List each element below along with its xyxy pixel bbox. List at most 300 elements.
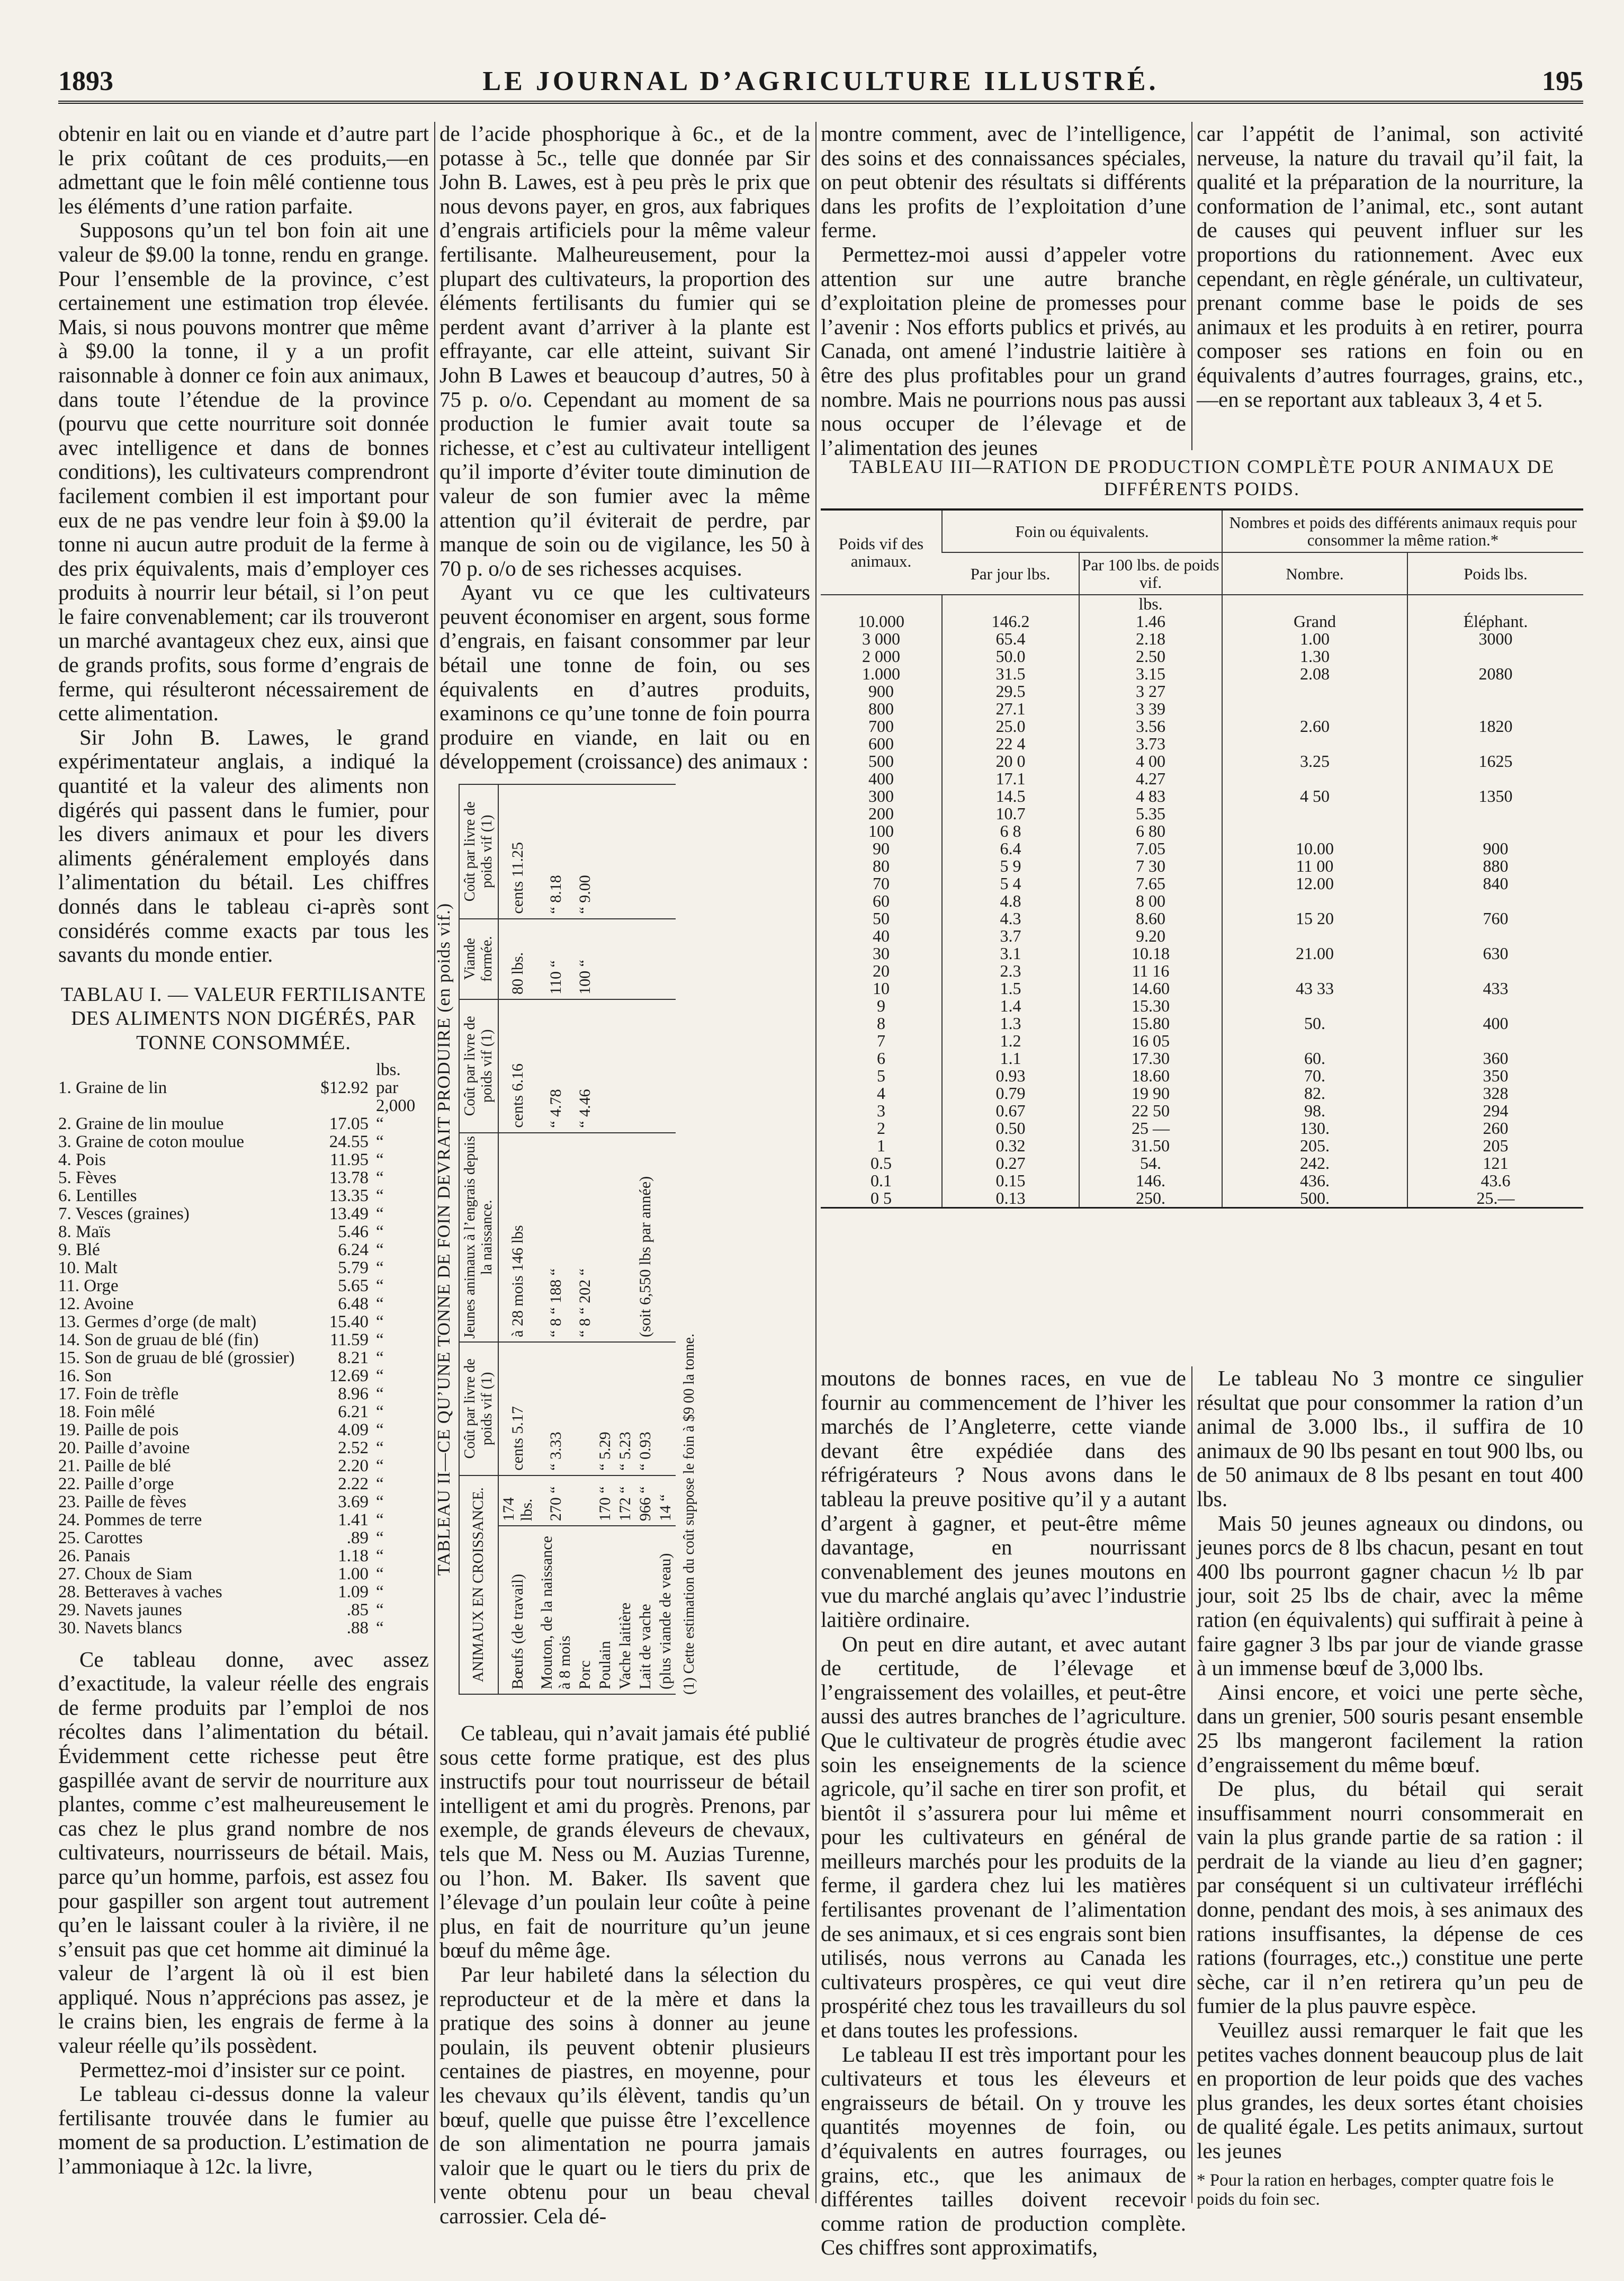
table-3-cell	[1407, 648, 1583, 665]
paragraph: Sir John B. Lawes, le grand expérimentateur anglais, a indiqué la quantité et la valeur des aliments non digérés qui passent dans le fumier, pour les divers animaux et pour les divers aliments généralement employés dans l’alimentation du bétail. Les chiffres donnés dans le tableau ci-après sont considérés comme exacts par tous les savants du monde entier.	[58, 724, 429, 967]
table-row	[821, 1015, 1583, 1032]
table-row	[58, 1565, 429, 1583]
table-2-cell: Vache laitière	[615, 1526, 635, 1694]
table-2-cell: cents 5.17	[498, 1342, 537, 1475]
footnote: * Pour la ration en herbages, compter quatre fois le poids du foin sec.	[1197, 2170, 1554, 2209]
table-2-cell: 110 “	[537, 919, 575, 999]
table-1-unit-cell: “	[376, 1384, 384, 1403]
table-3-cell: 700	[868, 717, 894, 736]
table-row	[58, 1421, 429, 1439]
table-3-cell: 2.18	[1079, 630, 1222, 648]
table-2-cell	[615, 919, 635, 999]
table-3-cell: 9	[877, 996, 885, 1015]
table-3-cell: 433	[1407, 980, 1583, 997]
page-header	[58, 64, 1583, 104]
table-1-label: 24. Pommes de terre	[58, 1510, 202, 1529]
table-1	[58, 1061, 429, 1637]
table-3-cell: 0 5	[871, 1188, 892, 1207]
table-row	[58, 1187, 429, 1205]
table-2-title: TABLEAU II—CE QU’UNE TONNE DE FOIN DEVRAIT PRODUIRE (en poids vif.)	[434, 902, 454, 1576]
table-3-cell: 840	[1407, 875, 1583, 892]
table-1-label: 26. Panais	[58, 1546, 130, 1566]
table-1-unit-cell: “	[376, 1258, 384, 1277]
table-3-cell: 31.50	[1079, 1137, 1222, 1155]
table-row	[821, 648, 1583, 665]
table-2	[434, 784, 805, 1695]
table-row	[58, 1601, 429, 1619]
table-3-cell: 2.08	[1222, 665, 1407, 683]
table-2-cell	[656, 1342, 676, 1475]
table-3-cell: 7	[877, 1031, 885, 1050]
table-1-value: 6.24	[338, 1240, 369, 1259]
table-2-cell: “ 8 “ 202 “	[575, 1133, 595, 1342]
table-1-unit-cell: “	[376, 1114, 384, 1133]
table-3-cell: 600	[868, 734, 894, 753]
table-row	[58, 1241, 429, 1259]
table-3-cell: 50.0	[942, 648, 1079, 665]
table-3-title: TABLEAU III—RATION DE PRODUCTION COMPLÈTE POUR ANIMAUX DE DIFFÉRENTS POIDS.	[849, 456, 1555, 499]
table-2-cell	[595, 1133, 615, 1342]
table-2-header: Jeunes animaux à l’engrais depuis la naissance.	[459, 1133, 498, 1342]
table-3-cell: 25.—	[1407, 1189, 1583, 1208]
table-3-cell: 6	[877, 1049, 885, 1068]
table-3-cell: 4.27	[1079, 770, 1222, 788]
table-2-cell: Bœufs (de travail)	[498, 1526, 537, 1694]
table-1-label: 19. Paille de pois	[58, 1420, 179, 1439]
table-1-label: 10. Malt	[58, 1258, 118, 1277]
table-3-cell: 0.50	[942, 1120, 1079, 1137]
header-year: 1893	[58, 66, 113, 96]
table-3-cell: 11 00	[1222, 857, 1407, 875]
table-3-cell: 500	[868, 752, 894, 771]
table-3-cell: 146.2	[942, 613, 1079, 630]
table-3-cell: 6 8	[942, 822, 1079, 840]
table-row	[821, 1085, 1583, 1102]
table-3-cell: 22 50	[1079, 1102, 1222, 1120]
table-1-label: 27. Choux de Siam	[58, 1564, 192, 1584]
table-3-cell	[1222, 892, 1407, 910]
table-row	[821, 1067, 1583, 1085]
table-1-unit-cell: “	[376, 1600, 384, 1620]
table-1-label: 25. Carottes	[58, 1528, 143, 1547]
table-1-label: 7. Vesces (graines)	[58, 1204, 190, 1223]
table-row	[821, 927, 1583, 945]
table-3-cell: 0.32	[942, 1137, 1079, 1155]
table-row	[821, 822, 1583, 840]
table-3-cell: 6.4	[942, 840, 1079, 857]
table-3-cell: 9.20	[1079, 927, 1222, 945]
table-1-value: 1.18	[338, 1546, 369, 1566]
paragraph: montre comment, avec de l’intelligence, des soins et des connaissances spéciales, on peut obtenir des résultats si différents dans les profits de l’exploitation d’une ferme.	[821, 121, 1186, 243]
table-3-cell: 15.30	[1079, 997, 1222, 1015]
table-3-cell: 250.	[1079, 1189, 1222, 1208]
table-1-value: 5.46	[338, 1222, 369, 1241]
table-1-label: 1. Graine de lin	[58, 1078, 167, 1097]
table-row	[821, 683, 1583, 700]
table-2-header: ANIMAUX EN CROISSANCE.	[459, 1475, 498, 1694]
table-2-cell: 966 “	[635, 1475, 656, 1526]
table-row	[821, 788, 1583, 805]
table-3-cell: 10.000	[858, 612, 904, 631]
table-row	[595, 784, 615, 1694]
table-row	[58, 1511, 429, 1529]
table-1-value: 2.20	[338, 1456, 369, 1475]
table-3-cell: 25.0	[942, 718, 1079, 735]
table-row	[821, 1050, 1583, 1067]
header-title: LE JOURNAL D’AGRICULTURE ILLUSTRÉ.	[482, 66, 1159, 96]
table-1-value: 11.95	[329, 1150, 369, 1169]
table-2-cell	[635, 919, 656, 999]
table-3-cell	[1407, 770, 1583, 788]
table-3-cell: 0.5	[871, 1153, 892, 1173]
table-row	[615, 784, 635, 1694]
table-3-cell: 1.4	[942, 997, 1079, 1015]
table-2-cell: cents 6.16	[498, 999, 537, 1133]
table-3-cell: 4.3	[942, 910, 1079, 927]
column-4	[1197, 122, 1583, 450]
table-3-cell: 40	[873, 926, 890, 945]
table-row	[58, 1619, 429, 1637]
table-row	[58, 1403, 429, 1421]
table-row	[58, 1439, 429, 1457]
table-3-cell: 1	[877, 1136, 885, 1155]
paragraph: Supposons qu’un tel bon foin ait une valeur de $9.00 la tonne, rendu en grange. Pour l’ensemble de la province, c’est certainement une estimation trop élevée. Mais, si nous pouvons montrer que même à $9.00 la tonne, il y a un profit raisonnable à donner ce foin aux animaux, dans toute l’étendue de la province (pourvu que cette nourriture soit donnée avec intelligence et dans de bonnes conditions), les cultivateurs comprendront facilement combien il est important pour eux de ne pas vendre leur foin à $9.00 la tonne ni aucun autre produit de la ferme à des prix équivalents, mais d’employer ces produits à nourrir leur bétail, si l’on peut le faire convenablement; car ils trouveront un marché avantageux chez eux, ainsi que de grands profits, sous forme d’engrais de ferme, qui résulteront nécessairement de cette alimentation.	[58, 218, 429, 726]
table-1-value: 4.09	[338, 1420, 369, 1439]
table-3-cell	[1407, 805, 1583, 822]
table-1-unit-cell: “	[376, 1132, 384, 1151]
table-3-cell: 1.1	[942, 1050, 1079, 1067]
table-1-unit-cell: “	[376, 1150, 384, 1169]
table-row	[821, 840, 1583, 857]
table-3-cell: 65.4	[942, 630, 1079, 648]
table-row	[58, 1349, 429, 1367]
table-3-cell: 22 4	[942, 735, 1079, 753]
table-1-unit-cell: “	[376, 1330, 384, 1349]
table-1-label: 18. Foin mêlé	[58, 1402, 155, 1421]
table-3-cell: 70.	[1222, 1067, 1407, 1085]
table-3-cell: 328	[1407, 1085, 1583, 1102]
paragraph: Permettez-moi aussi d’appeler votre attention sur une autre branche d’exploitation pleine de promesses pour l’avenir : Nos efforts publics et privés, au Canada, ont amené l’industrie laitière à être des plus profitables pour un grand nombre. Mais ne pourrions nous pas aussi nous occuper de l’élevage et de l’alimentation des jeunes	[821, 241, 1186, 460]
table-2-container	[434, 784, 805, 1695]
table-3-cell: 242.	[1222, 1155, 1407, 1172]
table-3-cell: 0.13	[942, 1189, 1079, 1208]
table-row	[821, 997, 1583, 1015]
table-3-cell: 17.1	[942, 770, 1079, 788]
table-2-cell: 172 “	[615, 1475, 635, 1526]
table-3-cell: 436.	[1222, 1172, 1407, 1189]
table-3-cell: 100	[868, 821, 894, 840]
table-row	[821, 718, 1583, 735]
table-1-value: 6.21	[338, 1402, 369, 1421]
table-3-unit: lbs.	[1079, 595, 1222, 613]
table-2-cell: 170 “	[595, 1475, 615, 1526]
table-3-cell: Grand	[1222, 613, 1407, 630]
table-3-cell: Éléphant.	[1407, 613, 1583, 630]
table-1-unit-cell: “	[376, 1438, 384, 1457]
table-3-cell: 6 80	[1079, 822, 1222, 840]
table-1-unit-cell: “	[376, 1474, 384, 1493]
column-rule	[1191, 1366, 1192, 2203]
table-3-cell: 1820	[1407, 718, 1583, 735]
table-1-label: 14. Son de gruau de blé (fin)	[58, 1330, 259, 1349]
table-2-cell: “ 4.78	[537, 999, 575, 1133]
table-3-cell: 3.7	[942, 927, 1079, 945]
table-3-cell: 200	[868, 804, 894, 823]
table-3-cell: 2.3	[942, 962, 1079, 980]
table-3-cell	[1222, 822, 1407, 840]
table-2-cell: Lait de vache	[635, 1526, 656, 1694]
table-row	[821, 892, 1583, 910]
table-3-cell: 205.	[1222, 1137, 1407, 1155]
table-3-cell: 17.30	[1079, 1050, 1222, 1067]
table-2-cell	[575, 1475, 595, 1526]
table-1-value: 17.05	[329, 1114, 369, 1133]
table-1-label: 20. Paille d’avoine	[58, 1438, 190, 1457]
table-3-cell: 4 50	[1222, 788, 1407, 805]
table-3-cell: 2 000	[862, 647, 900, 666]
table-3-cell: 294	[1407, 1102, 1583, 1120]
table-1-label: 9. Blé	[58, 1240, 100, 1259]
table-row	[58, 1475, 429, 1493]
table-1-value: 8.96	[338, 1384, 369, 1403]
table-1-value: 2.52	[338, 1438, 369, 1457]
table-3-cell: 1.5	[942, 980, 1079, 997]
table-3-cell: 7 30	[1079, 857, 1222, 875]
table-1-value: 1.41	[338, 1510, 369, 1529]
table-1-unit-cell: “	[376, 1492, 384, 1511]
table-1-value: 13.49	[329, 1204, 369, 1223]
table-1-value: .85	[346, 1600, 369, 1620]
table-2-cell: (plus viande de veau)	[656, 1526, 676, 1694]
paragraph: Ce tableau, qui n’avait jamais été publié sous cette forme pratique, est des plus instructifs pour tout nourrisseur de bétail intelligent et ami du progrès. Prenons, par exemple, de grands éleveurs de chevaux, tels que M. Ness ou M. Auzias Turenne, ou l’hon. M. Baker. Ils savent que l’élevage d’un poulain leur coûte à peine plus, en fait de nourriture qu’un jeune bœuf du même âge.	[439, 1721, 810, 1963]
table-row	[821, 630, 1583, 648]
table-1-unit-cell: “	[376, 1582, 384, 1602]
table-2-cell	[595, 999, 615, 1133]
column-3-bottom	[821, 1366, 1186, 2260]
table-row	[58, 1115, 429, 1133]
table-row	[821, 805, 1583, 822]
table-1-unit-cell: “	[376, 1546, 384, 1566]
table-3-header: Poids vif des animaux.	[821, 509, 942, 595]
table-3-cell: 10.00	[1222, 840, 1407, 857]
table-3-cell	[1222, 683, 1407, 700]
table-row	[58, 1529, 429, 1547]
table-2-cell	[615, 1133, 635, 1342]
table-1-value: 2.22	[338, 1474, 369, 1493]
table-3-cell: 130.	[1222, 1120, 1407, 1137]
table-2-header: Coût par livre de poids vif (1)	[459, 1342, 498, 1475]
paragraph: Ainsi encore, et voici une perte sèche, dans un grenier, 500 souris pesant ensemble 25 lbs mangeront facilement la ration d’engraissement du même bœuf.	[1197, 1679, 1583, 1777]
table-1-unit-cell: par 2,000	[376, 1078, 416, 1115]
table-3-cell: 880	[1407, 857, 1583, 875]
table-3-cell	[1222, 770, 1407, 788]
table-3-header: Par 100 lbs. de poids vif.	[1079, 552, 1222, 595]
table-2-cell: “ 3.33	[537, 1342, 575, 1475]
table-1-value: 8.21	[338, 1348, 369, 1367]
table-row	[821, 1137, 1583, 1155]
table-2-cell	[615, 784, 635, 919]
table-row	[635, 784, 656, 1694]
table-row	[58, 1079, 429, 1115]
table-3-cell	[1222, 805, 1407, 822]
table-1-label: 21. Paille de blé	[58, 1456, 171, 1475]
paragraph: moutons de bonnes races, en vue de fournir au commencement de l’hiver les marchés de l’Angleterre, cette viande devant être expédiée dans des réfrigérateurs ? Nous avons dans le tableau la preuve positive qu’il y a autant d’argent à gagner, et peut-être même davantage, en nourrissant convenablement des jeunes moutons en vue du marché anglais qu’avec l’industrie laitière ordinaire.	[821, 1366, 1186, 1632]
table-2-cell	[575, 1342, 595, 1475]
table-3-cell: 30	[873, 944, 890, 963]
paragraph: Veuillez aussi remarquer le fait que les petites vaches donnent beaucoup plus de lait en proportion de leur poids que des vaches plus grandes, les deux sortes étant choisies de qualité égale. Les petits animaux, surtout les jeunes	[1197, 2018, 1583, 2163]
paragraph: Ayant vu ce que les cultivateurs peuvent économiser en argent, sous forme d’engrais, en faisant consommer par leur bétail une tonne de foin, ou ses équivalents en d’autres produits, examinons ce qu’une tonne de foin pourra produire en viande, en lait ou en développement (croissance) des animaux :	[439, 580, 810, 774]
table-3-cell: 10.18	[1079, 945, 1222, 962]
table-3-cell: 400	[1407, 1015, 1583, 1032]
table-1-unit-cell: “	[376, 1564, 384, 1584]
table-1-unit-cell: “	[376, 1294, 384, 1313]
table-1-value: 24.55	[329, 1132, 369, 1151]
table-3-header: Foin ou équivalents.	[942, 509, 1222, 552]
table-3-cell: 0.93	[942, 1067, 1079, 1085]
table-2-cell: Porc	[575, 1526, 595, 1694]
table-3-cell	[1222, 735, 1407, 753]
table-row	[821, 1120, 1583, 1137]
table-1-unit-cell: “	[376, 1366, 384, 1385]
table-3-cell: 8	[877, 1014, 885, 1033]
table-2-cell: (soit 6,550 lbs par année)	[635, 1133, 656, 1342]
table-2-cell: “ 0.93	[635, 1342, 656, 1475]
table-3-cell: 3 39	[1079, 700, 1222, 718]
table-row	[58, 1457, 429, 1475]
table-3-cell: 4.8	[942, 892, 1079, 910]
table-1-label: 2. Graine de lin moulue	[58, 1114, 224, 1133]
table-row	[58, 1385, 429, 1403]
table-3-cell: 60	[873, 891, 890, 910]
table-row	[58, 1331, 429, 1349]
table-1-label: 15. Son de gruau de blé (grossier)	[58, 1348, 295, 1367]
table-3-cell: 3.15	[1079, 665, 1222, 683]
table-1-unit-cell: “	[376, 1456, 384, 1475]
table-3-cell: 400	[868, 769, 894, 788]
table-3-cell: 350	[1407, 1067, 1583, 1085]
table-3-cell: 14.5	[942, 788, 1079, 805]
table-3-cell: 146.	[1079, 1172, 1222, 1189]
table-1-label: 11. Orge	[58, 1276, 119, 1295]
table-2-cell: Mouton, de la naissance à 8 mois	[537, 1526, 575, 1694]
table-1-value: 15.40	[329, 1312, 369, 1331]
table-1-value: 13.35	[329, 1186, 369, 1205]
table-row	[821, 1155, 1583, 1172]
table-1-value: 6.48	[338, 1294, 369, 1313]
paragraph: Mais 50 jeunes agneaux ou dindons, ou jeunes porcs de 8 lbs chacun, pesant en tout 400 lbs pourront gagner chacun ½ lb par jour, soit 25 lbs de chair, avec la même ration (en équivalents) qui suffirait à peine à faire gagner 3 lbs par jour de viande grasse à un immense bœuf de 3,000 lbs.	[1197, 1510, 1583, 1680]
table-3-cell: 5	[877, 1066, 885, 1085]
column-rule	[1191, 122, 1192, 450]
table-3-cell: 900	[1407, 840, 1583, 857]
table-2-cell: “ 9.00	[575, 784, 595, 919]
table-2-header: Coût par livre de poids vif (1)	[459, 999, 498, 1133]
table-row	[821, 910, 1583, 927]
table-2-cell: “ 8 “ 188 “	[537, 1133, 575, 1342]
table-1-value: .89	[346, 1528, 369, 1547]
table-2-cell: à 28 mois 146 lbs	[498, 1133, 537, 1342]
table-row	[821, 857, 1583, 875]
table-1-unit-cell: “	[376, 1312, 384, 1331]
table-3-cell: 15.80	[1079, 1015, 1222, 1032]
table-2-cell	[635, 784, 656, 919]
table-3-cell: 260	[1407, 1120, 1583, 1137]
table-3-cell: 0.79	[942, 1085, 1079, 1102]
table-3-cell: 3.25	[1222, 753, 1407, 770]
column-4-bottom	[1197, 1366, 1583, 2209]
table-1-label: 13. Germes d’orge (de malt)	[58, 1312, 257, 1331]
table-3-cell: 10	[873, 979, 890, 998]
paragraph: Permettez-moi d’insister sur ce point.	[79, 2057, 406, 2082]
table-3-cell: 1.46	[1079, 613, 1222, 630]
table-1-label: 8. Maïs	[58, 1222, 111, 1241]
table-3-cell	[1407, 735, 1583, 753]
table-1-unit-cell: “	[376, 1240, 384, 1259]
table-1-value: 3.69	[338, 1492, 369, 1511]
table-row	[821, 770, 1583, 788]
table-3-cell: 8.60	[1079, 910, 1222, 927]
table-3-cell: 60.	[1222, 1050, 1407, 1067]
table-row	[58, 1277, 429, 1295]
table-3-cell	[1222, 997, 1407, 1015]
table-3-cell: 2.60	[1222, 718, 1407, 735]
table-1-unit-cell: “	[376, 1510, 384, 1529]
table-row	[58, 1205, 429, 1223]
table-3-cell: 1.000	[862, 664, 900, 683]
table-3-cell: 82.	[1222, 1085, 1407, 1102]
table-1-value: $12.92	[320, 1078, 369, 1097]
table-2-cell	[656, 784, 676, 919]
table-3-cell	[1407, 927, 1583, 945]
table-2-cell: 80 lbs.	[498, 919, 537, 999]
table-row	[821, 962, 1583, 980]
table-2-cell: 100 “	[575, 919, 595, 999]
paragraph: Le tableau No 3 montre ce singulier résultat que pour consommer la ration d’un animal de 3.000 lbs., il suffira de 10 animaux de 90 lbs pesant en tout 900 lbs, ou de 50 animaux de 8 lbs pesant en tout 400 lbs.	[1197, 1366, 1583, 1511]
table-3-cell: 800	[868, 699, 894, 718]
table-3-cell: 3000	[1407, 630, 1583, 648]
table-3-cell: 3.73	[1079, 735, 1222, 753]
table-row	[58, 1583, 429, 1601]
table-1-label: 28. Betteraves à vaches	[58, 1582, 222, 1602]
table-3-cell	[1407, 962, 1583, 980]
table-3-header: Nombre.	[1222, 552, 1407, 595]
table-3-cell: 300	[868, 786, 894, 806]
table-3-cell: 14.60	[1079, 980, 1222, 997]
table-3-cell: 5.35	[1079, 805, 1222, 822]
table-1-value: 5.79	[338, 1258, 369, 1277]
table-3-cell: 3	[877, 1101, 885, 1120]
header-page-number: 195	[1542, 66, 1583, 96]
table-row	[58, 1133, 429, 1151]
table-3-cell: 1.2	[942, 1032, 1079, 1050]
table-2-cell: “ 5.23	[615, 1342, 635, 1475]
table-2-cell: “ 8.18	[537, 784, 575, 919]
table-1-label: 12. Avoine	[58, 1294, 134, 1313]
table-1-label: 16. Son	[58, 1366, 112, 1385]
table-1-label: 5. Fèves	[58, 1168, 116, 1187]
table-3-cell: 11 16	[1079, 962, 1222, 980]
table-3-cell: 630	[1407, 945, 1583, 962]
table-row	[821, 700, 1583, 718]
table-3-cell: 70	[873, 874, 890, 893]
table-2-cell	[595, 784, 615, 919]
table-row	[821, 1189, 1583, 1208]
table-3-cell: 900	[868, 682, 894, 701]
table-1-unit-cell: “	[376, 1168, 384, 1187]
table-row	[58, 1547, 429, 1565]
table-3-cell: 50	[873, 909, 890, 928]
table-3-cell: 50.	[1222, 1015, 1407, 1032]
table-2-cell	[656, 919, 676, 999]
